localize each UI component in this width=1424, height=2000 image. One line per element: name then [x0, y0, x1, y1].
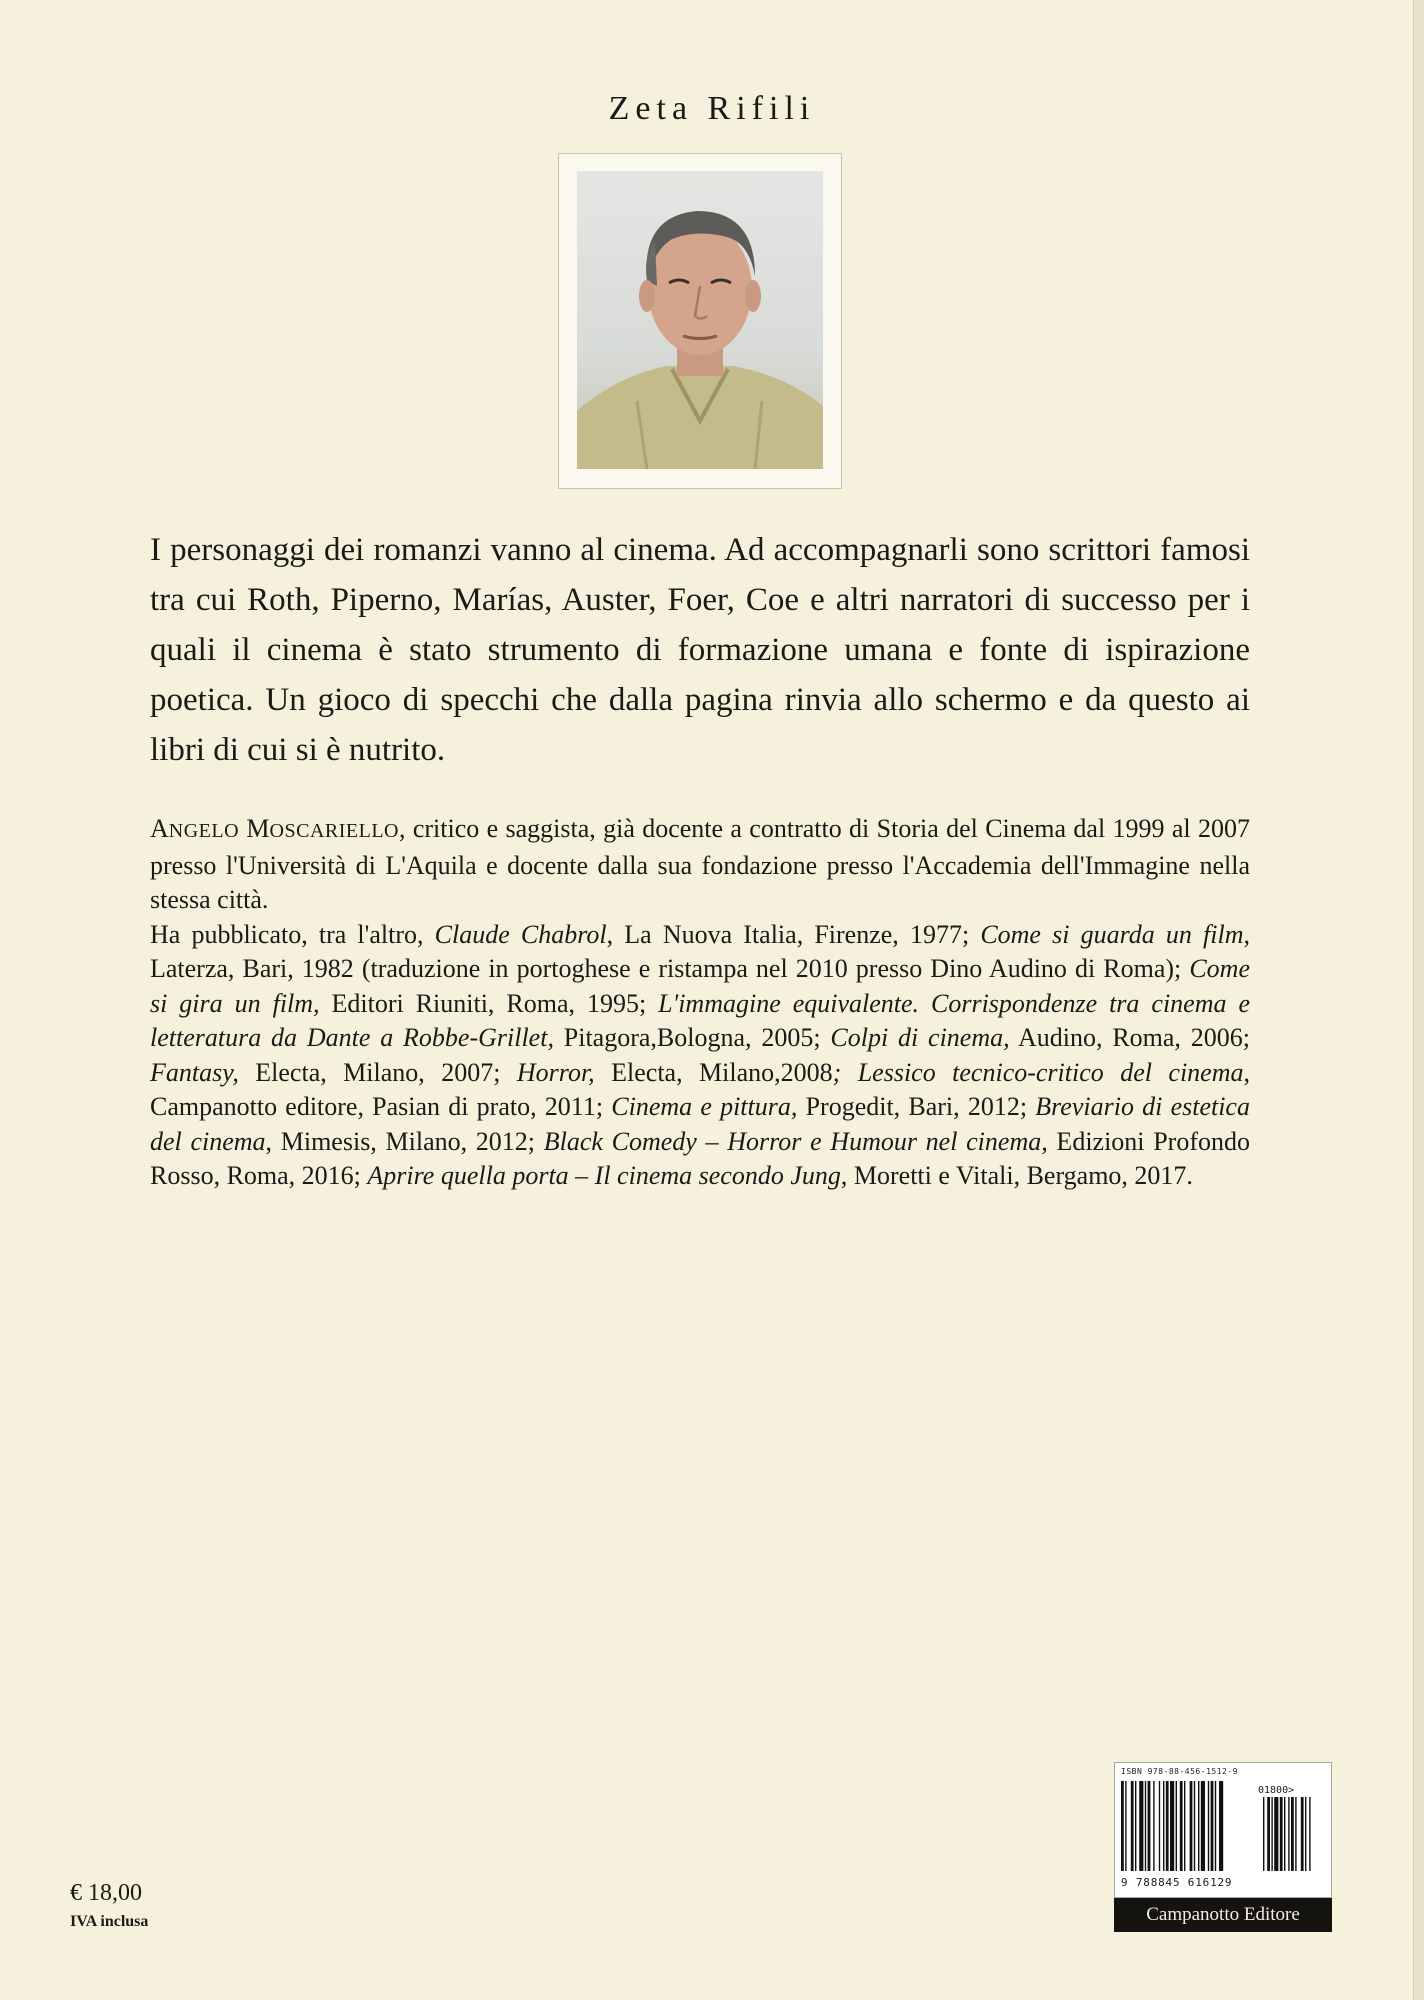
author-photo: [577, 171, 823, 469]
book-blurb: I personaggi dei romanzi vanno al cinema. Ad accompagnarli sono scrittori famosi tra cui Roth, Piperno, Marías, Auster, Foer, Coe e altri narratori di successo per i quali il cinema è stato strumento di formazione umana e fonte di ispirazione poetica. Un gioco di specchi che dalla pagina rinvia allo schermo e da questo ai libri di cui si è nutrito.: [150, 532, 1250, 768]
vat-label: IVA inclusa: [70, 1913, 149, 1930]
ean-digits: 9 788845 616129: [1121, 1876, 1233, 1889]
publisher-logo: Campanotto Editore: [1114, 1898, 1332, 1932]
barcode-bars: [1121, 1781, 1327, 1875]
series-title: Zeta Rifili: [608, 90, 816, 127]
spine-edge: [1413, 0, 1424, 2000]
barcode: [1114, 1762, 1332, 1898]
author-portrait-illustration: [577, 171, 823, 469]
bio-publications: Ha pubblicato, tra l'altro, Claude Chabrol, La Nuova Italia, Firenze, 1977; Come si guarda un film, Laterza, Bari, 1982 (traduzione in portoghese e ristampa nel 2010 presso Dino Audino di Roma); Come si gira un film, Editori Riuniti, Roma, 1995; L'immagine equivalente. Corrispondenze tra cinema e letteratura da Dante a Robbe-Grillet, Pitagora,Bologna, 2005; Colpi di cinema, Audino, Roma, 2006; Fantasy, Electa, Milano, 2007; Horror, Electa, Milano,2008; Lessico tecnico-critico del cinema, Campanotto editore, Pasian di prato, 2011; Cinema e pittura, Progedit, Bari, 2012; Breviario di estetica del cinema, Mimesis, Milano, 2012; Black Comedy – Horror e Humour nel cinema, Edizioni Profondo Rosso, Roma, 2016; Aprire quella porta – Il cinema secondo Jung, Moretti e Vitali, Bergamo, 2017.: [150, 919, 1250, 1190]
isbn-label: ISBN 978-88-456-1512-9: [1121, 1767, 1238, 1776]
author-bio: [150, 812, 1250, 1194]
author-photo-frame: [558, 153, 842, 489]
price-label: € 18,00: [70, 1880, 142, 1906]
barcode-addon: 01800>: [1258, 1785, 1295, 1796]
bio-intro: ANGELO MOSCARIELLO, critico e saggista, già docente a contratto di Storia del Cinema dal 1999 al 2007 presso l'Università di L'Aquila e docente dalla sua fondazione presso l'Accademia dell'Immagine nella stessa città.: [150, 814, 1251, 914]
